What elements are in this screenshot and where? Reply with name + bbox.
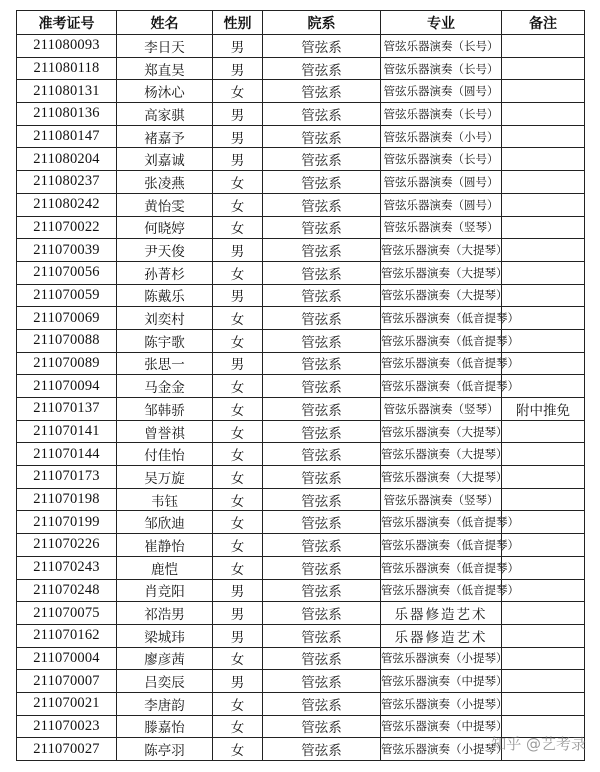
gender-cell: 男 (213, 125, 263, 148)
table-row (17, 216, 585, 239)
note-cell (502, 148, 585, 171)
exam-id-cell: 211080118 (17, 57, 117, 80)
table-row (17, 556, 585, 579)
department-cell: 管弦系 (263, 329, 381, 352)
major-cell: 管弦乐器演奏（小号） (381, 125, 502, 148)
table-row (17, 488, 585, 511)
student-name-cell: 韦钰 (117, 488, 213, 511)
header-gender: 性别 (213, 11, 263, 35)
exam-id-cell: 211070088 (17, 329, 117, 352)
table-row (17, 193, 585, 216)
department-cell: 管弦系 (263, 261, 381, 284)
student-name-cell: 郑直昊 (117, 57, 213, 80)
student-name-cell: 张凌燕 (117, 171, 213, 194)
table-row (17, 307, 585, 330)
note-cell (502, 125, 585, 148)
table-row (17, 511, 585, 534)
table-row (17, 534, 585, 557)
exam-id-cell: 211080093 (17, 35, 117, 58)
exam-id-cell: 211070198 (17, 488, 117, 511)
exam-id-cell: 211070199 (17, 511, 117, 534)
major-cell: 管弦乐器演奏（中提琴） (381, 715, 502, 738)
student-name-cell: 陈宇歌 (117, 329, 213, 352)
major-cell: 管弦乐器演奏（低音提琴） (381, 556, 502, 579)
major-cell: 管弦乐器演奏（低音提琴） (381, 352, 502, 375)
major-cell: 管弦乐器演奏（大提琴） (381, 284, 502, 307)
major-cell: 管弦乐器演奏（小提琴） (381, 692, 502, 715)
gender-cell: 男 (213, 602, 263, 625)
gender-cell: 男 (213, 352, 263, 375)
student-name-cell: 邹欣迪 (117, 511, 213, 534)
department-cell: 管弦系 (263, 284, 381, 307)
note-cell (502, 602, 585, 625)
department-cell: 管弦系 (263, 692, 381, 715)
student-name-cell: 鹿恺 (117, 556, 213, 579)
gender-cell: 男 (213, 35, 263, 58)
department-cell: 管弦系 (263, 556, 381, 579)
gender-cell: 男 (213, 148, 263, 171)
exam-id-cell: 211070162 (17, 624, 117, 647)
exam-id-cell: 211070173 (17, 466, 117, 489)
table-row (17, 670, 585, 693)
student-name-cell: 刘嘉诚 (117, 148, 213, 171)
table-row (17, 352, 585, 375)
department-cell: 管弦系 (263, 398, 381, 421)
header-exam-id: 准考证号 (17, 11, 117, 35)
note-cell (502, 624, 585, 647)
note-cell (502, 488, 585, 511)
department-cell: 管弦系 (263, 352, 381, 375)
major-cell: 管弦乐器演奏（低音提琴） (381, 307, 502, 330)
table-row (17, 647, 585, 670)
note-cell (502, 57, 585, 80)
exam-id-cell: 211070248 (17, 579, 117, 602)
major-cell: 管弦乐器演奏（低音提琴） (381, 329, 502, 352)
student-name-cell: 何晓婷 (117, 216, 213, 239)
gender-cell: 女 (213, 420, 263, 443)
exam-id-cell: 211070226 (17, 534, 117, 557)
gender-cell: 女 (213, 193, 263, 216)
exam-id-cell: 211070039 (17, 239, 117, 262)
major-cell: 管弦乐器演奏（竖琴） (381, 488, 502, 511)
major-cell: 管弦乐器演奏（低音提琴） (381, 375, 502, 398)
header-name: 姓名 (117, 11, 213, 35)
student-name-cell: 李日天 (117, 35, 213, 58)
student-name-cell: 孙菁杉 (117, 261, 213, 284)
note-cell (502, 171, 585, 194)
gender-cell: 女 (213, 715, 263, 738)
exam-id-cell: 211070089 (17, 352, 117, 375)
exam-id-cell: 211080237 (17, 171, 117, 194)
department-cell: 管弦系 (263, 375, 381, 398)
department-cell: 管弦系 (263, 420, 381, 443)
student-name-cell: 吴万旋 (117, 466, 213, 489)
gender-cell: 女 (213, 511, 263, 534)
exam-id-cell: 211070137 (17, 398, 117, 421)
exam-id-cell: 211070059 (17, 284, 117, 307)
gender-cell: 女 (213, 466, 263, 489)
exam-id-cell: 211070094 (17, 375, 117, 398)
exam-id-cell: 211070144 (17, 443, 117, 466)
major-cell: 管弦乐器演奏（竖琴） (381, 216, 502, 239)
exam-id-cell: 211080136 (17, 103, 117, 126)
department-cell: 管弦系 (263, 511, 381, 534)
gender-cell: 女 (213, 398, 263, 421)
department-cell: 管弦系 (263, 602, 381, 625)
department-cell: 管弦系 (263, 125, 381, 148)
table-row (17, 579, 585, 602)
major-cell: 管弦乐器演奏（低音提琴） (381, 534, 502, 557)
gender-cell: 女 (213, 647, 263, 670)
student-name-cell: 尹天俊 (117, 239, 213, 262)
student-name-cell: 李唐韵 (117, 692, 213, 715)
department-cell: 管弦系 (263, 647, 381, 670)
department-cell: 管弦系 (263, 715, 381, 738)
student-name-cell: 陈戴乐 (117, 284, 213, 307)
table-row (17, 443, 585, 466)
exam-id-cell: 211070023 (17, 715, 117, 738)
major-cell: 管弦乐器演奏（大提琴） (381, 420, 502, 443)
major-cell: 乐器修造艺术 (381, 624, 502, 647)
major-cell: 管弦乐器演奏（长号） (381, 35, 502, 58)
department-cell: 管弦系 (263, 57, 381, 80)
note-cell (502, 284, 585, 307)
major-cell: 管弦乐器演奏（低音提琴） (381, 579, 502, 602)
student-name-cell: 刘奕村 (117, 307, 213, 330)
student-name-cell: 祁浩男 (117, 602, 213, 625)
table-row (17, 239, 585, 262)
table-row (17, 284, 585, 307)
student-name-cell: 黄怡雯 (117, 193, 213, 216)
student-name-cell: 吕奕辰 (117, 670, 213, 693)
gender-cell: 男 (213, 579, 263, 602)
table-row (17, 148, 585, 171)
exam-id-cell: 211070021 (17, 692, 117, 715)
student-name-cell: 张思一 (117, 352, 213, 375)
admission-list-table (16, 10, 585, 761)
table-row (17, 57, 585, 80)
gender-cell: 女 (213, 488, 263, 511)
exam-id-cell: 211070004 (17, 647, 117, 670)
student-name-cell: 褚嘉予 (117, 125, 213, 148)
note-cell (502, 443, 585, 466)
student-name-cell: 滕嘉怡 (117, 715, 213, 738)
exam-id-cell: 211070069 (17, 307, 117, 330)
gender-cell: 女 (213, 738, 263, 761)
major-cell: 管弦乐器演奏（低音提琴） (381, 511, 502, 534)
gender-cell: 女 (213, 534, 263, 557)
major-cell: 管弦乐器演奏（中提琴） (381, 670, 502, 693)
student-name-cell: 杨沐心 (117, 80, 213, 103)
gender-cell: 男 (213, 284, 263, 307)
gender-cell: 女 (213, 171, 263, 194)
table-row (17, 329, 585, 352)
note-cell (502, 420, 585, 443)
department-cell: 管弦系 (263, 579, 381, 602)
table-row (17, 466, 585, 489)
department-cell: 管弦系 (263, 443, 381, 466)
note-cell (502, 239, 585, 262)
major-cell: 管弦乐器演奏（大提琴） (381, 261, 502, 284)
major-cell: 管弦乐器演奏（圆号） (381, 171, 502, 194)
gender-cell: 男 (213, 239, 263, 262)
major-cell: 管弦乐器演奏（长号） (381, 103, 502, 126)
table-row (17, 692, 585, 715)
major-cell: 管弦乐器演奏（长号） (381, 57, 502, 80)
table-row (17, 420, 585, 443)
department-cell: 管弦系 (263, 193, 381, 216)
department-cell: 管弦系 (263, 624, 381, 647)
exam-id-cell: 211080131 (17, 80, 117, 103)
student-name-cell: 肖竞阳 (117, 579, 213, 602)
table-row (17, 602, 585, 625)
major-cell: 管弦乐器演奏（圆号） (381, 80, 502, 103)
gender-cell: 女 (213, 261, 263, 284)
header-major: 专业 (381, 11, 502, 35)
student-name-cell: 梁城玮 (117, 624, 213, 647)
major-cell: 管弦乐器演奏（大提琴） (381, 239, 502, 262)
header-note: 备注 (502, 11, 585, 35)
table-row (17, 398, 585, 421)
gender-cell: 男 (213, 670, 263, 693)
major-cell: 管弦乐器演奏（小提琴） (381, 647, 502, 670)
department-cell: 管弦系 (263, 239, 381, 262)
major-cell: 管弦乐器演奏（竖琴） (381, 398, 502, 421)
department-cell: 管弦系 (263, 534, 381, 557)
department-cell: 管弦系 (263, 171, 381, 194)
student-name-cell: 马金金 (117, 375, 213, 398)
note-cell (502, 647, 585, 670)
table-row (17, 35, 585, 58)
department-cell: 管弦系 (263, 148, 381, 171)
note-cell (502, 216, 585, 239)
major-cell: 管弦乐器演奏（圆号） (381, 193, 502, 216)
gender-cell: 女 (213, 80, 263, 103)
student-name-cell: 付佳怡 (117, 443, 213, 466)
department-cell: 管弦系 (263, 216, 381, 239)
major-cell: 管弦乐器演奏（长号） (381, 148, 502, 171)
exam-id-cell: 211080204 (17, 148, 117, 171)
department-cell: 管弦系 (263, 103, 381, 126)
table-row (17, 261, 585, 284)
note-cell (502, 80, 585, 103)
note-cell (502, 670, 585, 693)
table-row (17, 125, 585, 148)
table-row (17, 80, 585, 103)
note-cell (502, 35, 585, 58)
exam-id-cell: 211070056 (17, 261, 117, 284)
note-cell (502, 103, 585, 126)
table-row (17, 103, 585, 126)
gender-cell: 男 (213, 624, 263, 647)
gender-cell: 男 (213, 103, 263, 126)
gender-cell: 女 (213, 556, 263, 579)
department-cell: 管弦系 (263, 488, 381, 511)
gender-cell: 男 (213, 57, 263, 80)
student-name-cell: 陈亭羽 (117, 738, 213, 761)
table-row (17, 171, 585, 194)
table-row (17, 624, 585, 647)
student-name-cell: 高家骐 (117, 103, 213, 126)
department-cell: 管弦系 (263, 738, 381, 761)
major-cell: 管弦乐器演奏（大提琴） (381, 443, 502, 466)
note-cell (502, 261, 585, 284)
exam-id-cell: 211070007 (17, 670, 117, 693)
student-name-cell: 廖彦茜 (117, 647, 213, 670)
exam-id-cell: 211070027 (17, 738, 117, 761)
note-cell (502, 692, 585, 715)
note-cell (502, 466, 585, 489)
gender-cell: 女 (213, 329, 263, 352)
department-cell: 管弦系 (263, 670, 381, 693)
department-cell: 管弦系 (263, 80, 381, 103)
exam-id-cell: 211070243 (17, 556, 117, 579)
table-row (17, 375, 585, 398)
note-cell: 附中推免 (502, 398, 585, 421)
exam-id-cell: 211070022 (17, 216, 117, 239)
header-department: 院系 (263, 11, 381, 35)
student-name-cell: 崔静怡 (117, 534, 213, 557)
exam-id-cell: 211080147 (17, 125, 117, 148)
major-cell: 乐器修造艺术 (381, 602, 502, 625)
exam-id-cell: 211080242 (17, 193, 117, 216)
major-cell: 管弦乐器演奏（小提琴） (381, 738, 502, 761)
watermark: 知乎 @艺考录 (491, 735, 586, 753)
student-name-cell: 曾誉祺 (117, 420, 213, 443)
gender-cell: 女 (213, 307, 263, 330)
department-cell: 管弦系 (263, 307, 381, 330)
major-cell: 管弦乐器演奏（大提琴） (381, 466, 502, 489)
department-cell: 管弦系 (263, 35, 381, 58)
gender-cell: 女 (213, 692, 263, 715)
header-row (17, 11, 585, 35)
gender-cell: 女 (213, 443, 263, 466)
gender-cell: 女 (213, 375, 263, 398)
exam-id-cell: 211070141 (17, 420, 117, 443)
department-cell: 管弦系 (263, 466, 381, 489)
student-name-cell: 邹韩骄 (117, 398, 213, 421)
exam-id-cell: 211070075 (17, 602, 117, 625)
note-cell (502, 193, 585, 216)
gender-cell: 女 (213, 216, 263, 239)
